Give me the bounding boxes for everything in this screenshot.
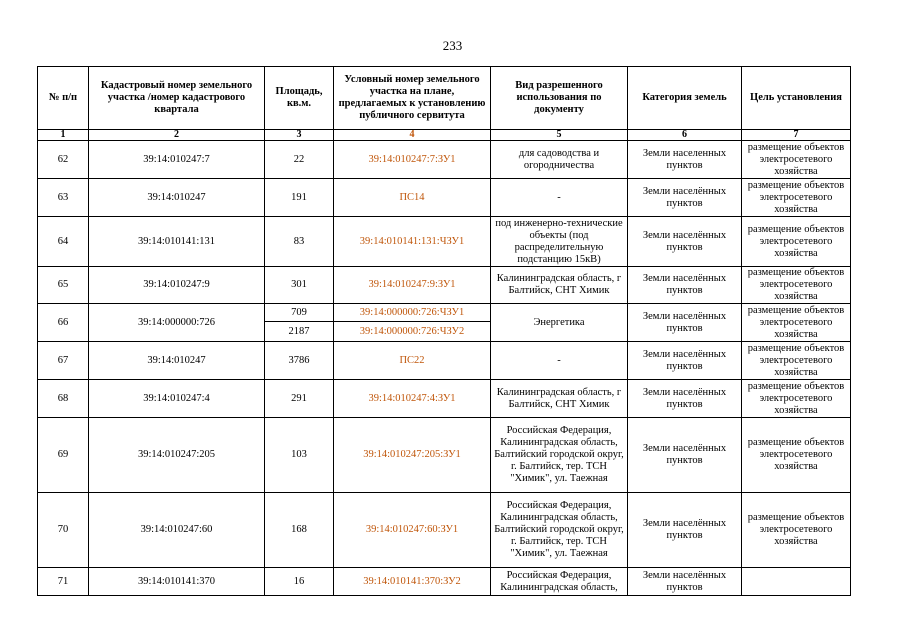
cell-category: Земли населённых пунктов: [628, 380, 742, 418]
cell-num: 71: [38, 568, 89, 596]
cell-purpose: размещение объектов электросетевого хозяйства: [742, 304, 851, 342]
cell-num: 63: [38, 179, 89, 217]
cell-purpose: размещение объектов электросетевого хозяйства: [742, 267, 851, 304]
cell-cadastral: 39:14:010141:131: [89, 217, 265, 267]
cell-cadastral: 39:14:010141:370: [89, 568, 265, 596]
header-purpose: Цель установления: [742, 67, 851, 130]
cell-area: 191: [265, 179, 334, 217]
cell-cadastral: 39:14:010247:4: [89, 380, 265, 418]
table-row: [38, 304, 851, 322]
column-number: 5: [491, 130, 628, 141]
column-number: 4: [334, 130, 491, 141]
cell-num: 68: [38, 380, 89, 418]
cell-area: 83: [265, 217, 334, 267]
cell-conditional: 39:14:010247:7:ЗУ1: [334, 141, 491, 179]
header-row: [38, 67, 851, 130]
cell-area: 103: [265, 418, 334, 493]
cell-area: 168: [265, 493, 334, 568]
cell-use: -: [491, 342, 628, 380]
table-row: [38, 141, 851, 179]
cell-num: 70: [38, 493, 89, 568]
cell-conditional: 39:14:010247:60:ЗУ1: [334, 493, 491, 568]
table-row: [38, 217, 851, 267]
cell-area: 22: [265, 141, 334, 179]
header-category: Категория земель: [628, 67, 742, 130]
cell-area: 3786: [265, 342, 334, 380]
cell-conditional: 39:14:010247:9:ЗУ1: [334, 267, 491, 304]
cell-use: Калининградская область, г Балтийск, СНТ Химик: [491, 380, 628, 418]
cell-area: 301: [265, 267, 334, 304]
cell-area: 2187: [265, 322, 334, 342]
table-row: [38, 418, 851, 493]
cell-category: Земли населенных пунктов: [628, 141, 742, 179]
cell-category: Земли населённых пунктов: [628, 304, 742, 342]
cell-purpose: размещение объектов электросетевого хозяйства: [742, 141, 851, 179]
cell-category: Земли населённых пунктов: [628, 493, 742, 568]
cell-purpose: [742, 568, 851, 596]
table-row: [38, 493, 851, 568]
column-number-row: [38, 130, 851, 141]
cell-purpose: размещение объектов электросетевого хозяйства: [742, 380, 851, 418]
cell-cadastral: 39:14:010247:9: [89, 267, 265, 304]
header-conditional: Условный номер земельного участка на плане, предлагаемых к установлению публичного сервитута: [334, 67, 491, 130]
header-use: Вид разрешенного использования по документу: [491, 67, 628, 130]
header-cadastral: Кадастровый номер земельного участка /номер кадастрового квартала: [89, 67, 265, 130]
cell-num: 64: [38, 217, 89, 267]
cell-category: Земли населённых пунктов: [628, 217, 742, 267]
table-row: [38, 267, 851, 304]
cell-num: 69: [38, 418, 89, 493]
cell-category: Земли населённых пунктов: [628, 179, 742, 217]
cell-use: для садоводства и огородничества: [491, 141, 628, 179]
cell-conditional: ПС14: [334, 179, 491, 217]
header-area: Площадь, кв.м.: [265, 67, 334, 130]
table-row: [38, 380, 851, 418]
header-num: № п/п: [38, 67, 89, 130]
cell-purpose: размещение объектов электросетевого хозяйства: [742, 493, 851, 568]
cell-purpose: размещение объектов электросетевого хозяйства: [742, 217, 851, 267]
cell-use: Энергетика: [491, 304, 628, 342]
column-number: 7: [742, 130, 851, 141]
table-row: [38, 179, 851, 217]
cell-conditional: 39:14:010247:205:ЗУ1: [334, 418, 491, 493]
column-number: 2: [89, 130, 265, 141]
cell-conditional: 39:14:000000:726:ЧЗУ1: [334, 304, 491, 322]
cell-category: Земли населённых пунктов: [628, 267, 742, 304]
cell-category: Земли населённых пунктов: [628, 418, 742, 493]
cell-conditional: 39:14:010141:131:ЧЗУ1: [334, 217, 491, 267]
easement-table: [37, 66, 851, 596]
cell-num: 67: [38, 342, 89, 380]
cell-cadastral: 39:14:010247:60: [89, 493, 265, 568]
cell-area: 291: [265, 380, 334, 418]
cell-cadastral: 39:14:010247:7: [89, 141, 265, 179]
cell-purpose: размещение объектов электросетевого хозяйства: [742, 179, 851, 217]
table-row: [38, 342, 851, 380]
cell-area: 16: [265, 568, 334, 596]
cell-cadastral: 39:14:010247:205: [89, 418, 265, 493]
cell-conditional: ПС22: [334, 342, 491, 380]
column-number: 6: [628, 130, 742, 141]
cell-purpose: размещение объектов электросетевого хозяйства: [742, 342, 851, 380]
cell-use: -: [491, 179, 628, 217]
cell-use: под инженерно-технические объекты (под распределительную подстанцию 15кВ): [491, 217, 628, 267]
column-number: 1: [38, 130, 89, 141]
cell-cadastral: 39:14:010247: [89, 179, 265, 217]
page-number: 233: [442, 38, 463, 53]
cell-purpose: размещение объектов электросетевого хозяйства: [742, 418, 851, 493]
cell-use: Российская Федерация, Калининградская область, Балтийский городской округ, г. Балтийск, тер. ТСН "Химик", ул. Таежная: [491, 493, 628, 568]
cell-cadastral: 39:14:010247: [89, 342, 265, 380]
cell-num: 62: [38, 141, 89, 179]
cell-use: Российская Федерация, Калининградская область, Балтийский городской округ, г. Балтийск, тер. ТСН "Химик", ул. Таежная: [491, 418, 628, 493]
cell-category: Земли населённых пунктов: [628, 568, 742, 596]
cell-conditional: 39:14:010141:370:ЗУ2: [334, 568, 491, 596]
column-number: 3: [265, 130, 334, 141]
cell-conditional: 39:14:000000:726:ЧЗУ2: [334, 322, 491, 342]
cell-use: Российская Федерация, Калининградская область,: [491, 568, 628, 596]
cell-area: 709: [265, 304, 334, 322]
cell-use: Калининградская область, г Балтийск, СНТ Химик: [491, 267, 628, 304]
table-row: [38, 568, 851, 596]
cell-num: 66: [38, 304, 89, 342]
cell-cadastral: 39:14:000000:726: [89, 304, 265, 342]
cell-category: Земли населённых пунктов: [628, 342, 742, 380]
cell-num: 65: [38, 267, 89, 304]
cell-conditional: 39:14:010247:4:ЗУ1: [334, 380, 491, 418]
